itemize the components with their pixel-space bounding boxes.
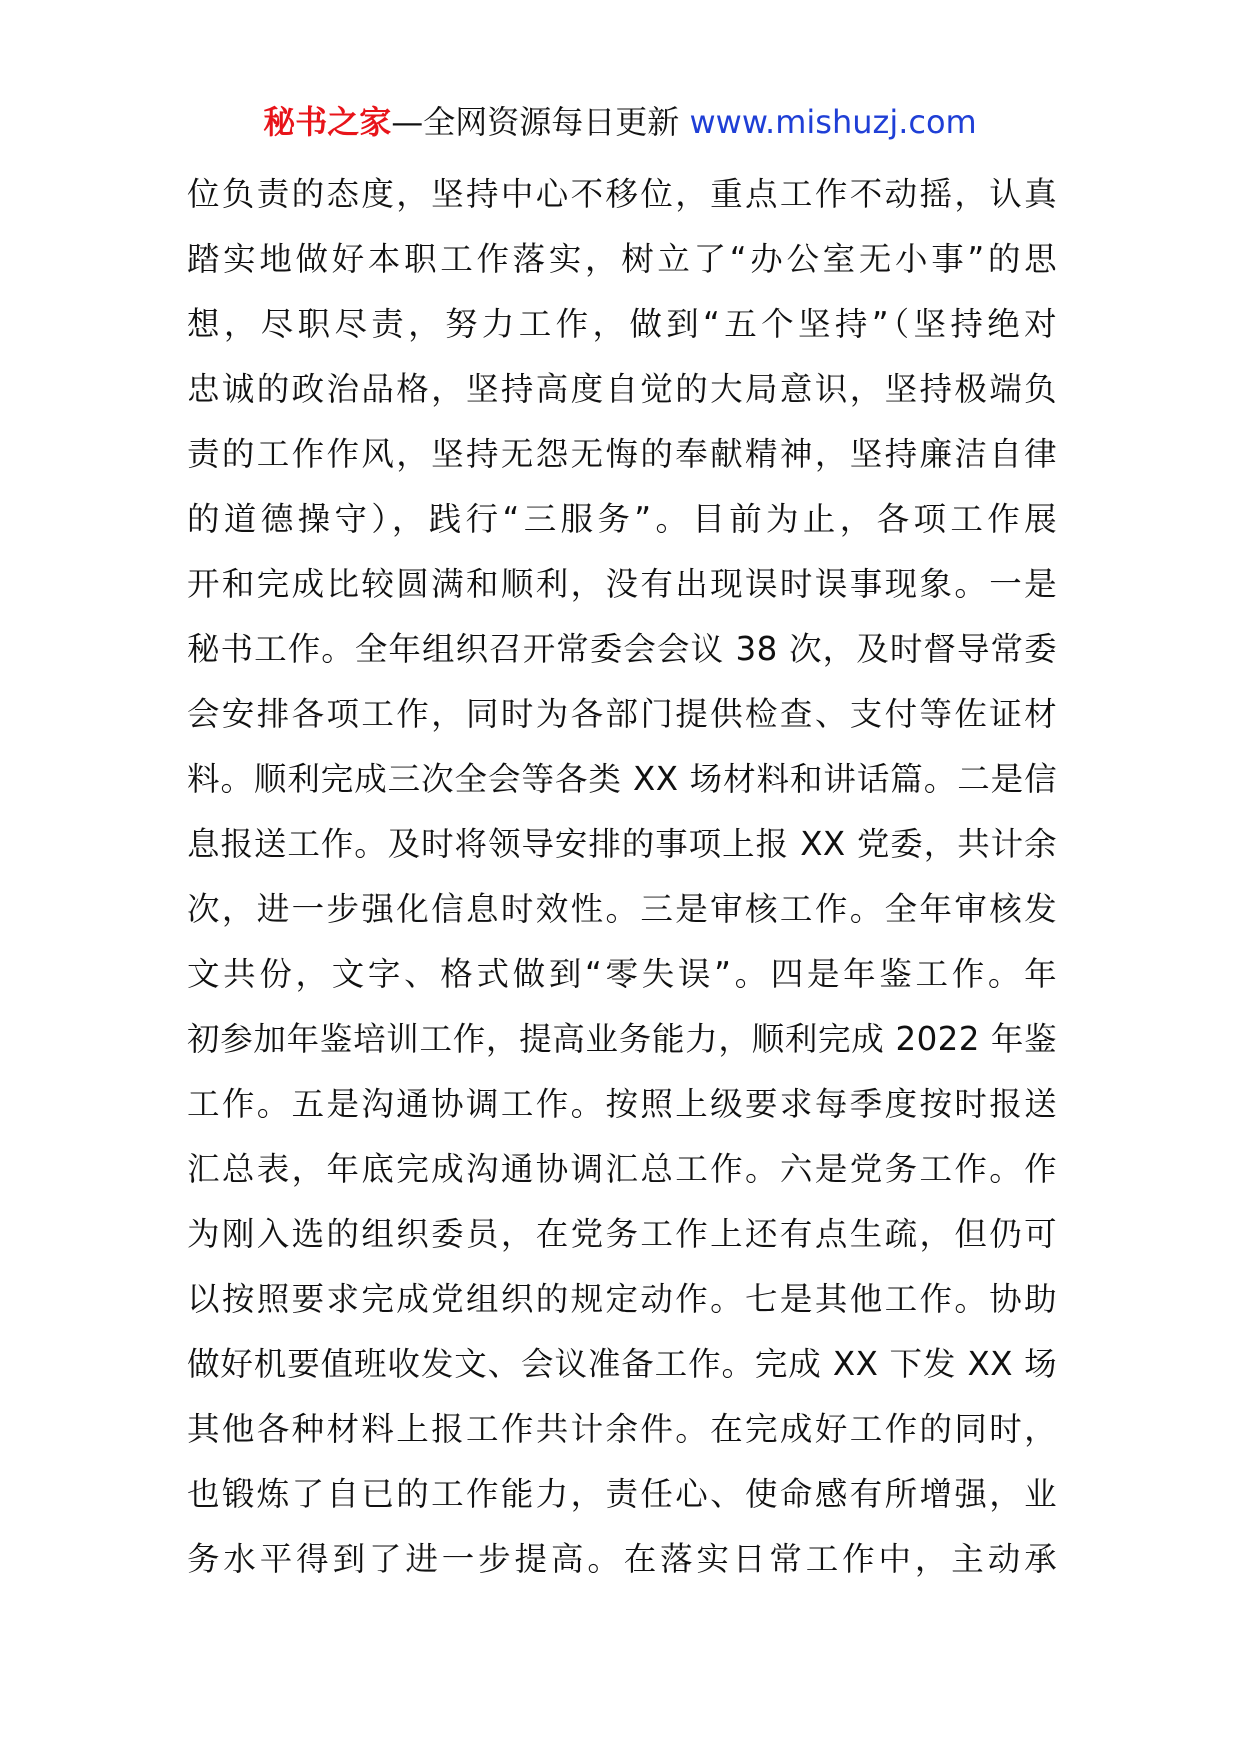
text-line: 文共份，文字、格式做到“零失误”。四是年鉴工作。年 <box>187 955 1057 993</box>
text-line: 息报送工作。及时将领导安排的事项上报 XX 党委，共计余 <box>187 825 1057 863</box>
document-body <box>187 162 1057 1592</box>
text-line: 忠诚的政治品格，坚持高度自觉的大局意识，坚持极端负 <box>187 370 1057 408</box>
text-line: 做好机要值班收发文、会议准备工作。完成 XX 下发 XX 场 <box>187 1345 1057 1383</box>
text-line: 也锻炼了自已的工作能力，责任心、使命感有所增强，业 <box>187 1475 1057 1513</box>
text-line: 秘书工作。全年组织召开常委会会议 38 次，及时督导常委 <box>187 630 1057 668</box>
text-line: 汇总表，年底完成沟通协调汇总工作。六是党务工作。作 <box>187 1150 1057 1188</box>
text-line: 位负责的态度，坚持中心不移位，重点工作不动摇，认真 <box>187 175 1057 213</box>
text-line: 的道德操守），践行“三服务”。目前为止，各项工作展 <box>187 500 1057 538</box>
text-line: 务水平得到了进一步提高。在落实日常工作中，主动承 <box>187 1540 1057 1578</box>
brand-name: 秘书之家 <box>263 103 392 141</box>
text-line: 次，进一步强化信息时效性。三是审核工作。全年审核发 <box>187 890 1057 928</box>
text-line: 会安排各项工作，同时为各部门提供检查、支付等佐证材 <box>187 695 1057 733</box>
text-line: 料。顺利完成三次全会等各类 XX 场材料和讲话篇。二是信 <box>187 760 1057 798</box>
text-line: 工作。五是沟通协调工作。按照上级要求每季度按时报送 <box>187 1085 1057 1123</box>
header-tagline: —全网资源每日更新 <box>391 103 680 141</box>
site-url-link[interactable]: www.mishuzj.com <box>689 103 977 141</box>
site-header <box>0 100 1240 144</box>
text-line: 初参加年鉴培训工作，提高业务能力，顺利完成 2022 年鉴 <box>187 1020 1057 1058</box>
text-line: 其他各种材料上报工作共计余件。在完成好工作的同时， <box>187 1410 1057 1448</box>
text-line: 为刚入选的组织委员，在党务工作上还有点生疏，但仍可 <box>187 1215 1057 1253</box>
text-line: 责的工作作风，坚持无怨无悔的奉献精神，坚持廉洁自律 <box>187 435 1057 473</box>
text-line: 开和完成比较圆满和顺利，没有出现误时误事现象。一是 <box>187 565 1057 603</box>
text-line: 想，尽职尽责，努力工作，做到“五个坚持”（坚持绝对 <box>187 305 1057 343</box>
text-line: 以按照要求完成党组织的规定动作。七是其他工作。协助 <box>187 1280 1057 1318</box>
text-line: 踏实地做好本职工作落实，树立了“办公室无小事”的思 <box>187 240 1057 278</box>
